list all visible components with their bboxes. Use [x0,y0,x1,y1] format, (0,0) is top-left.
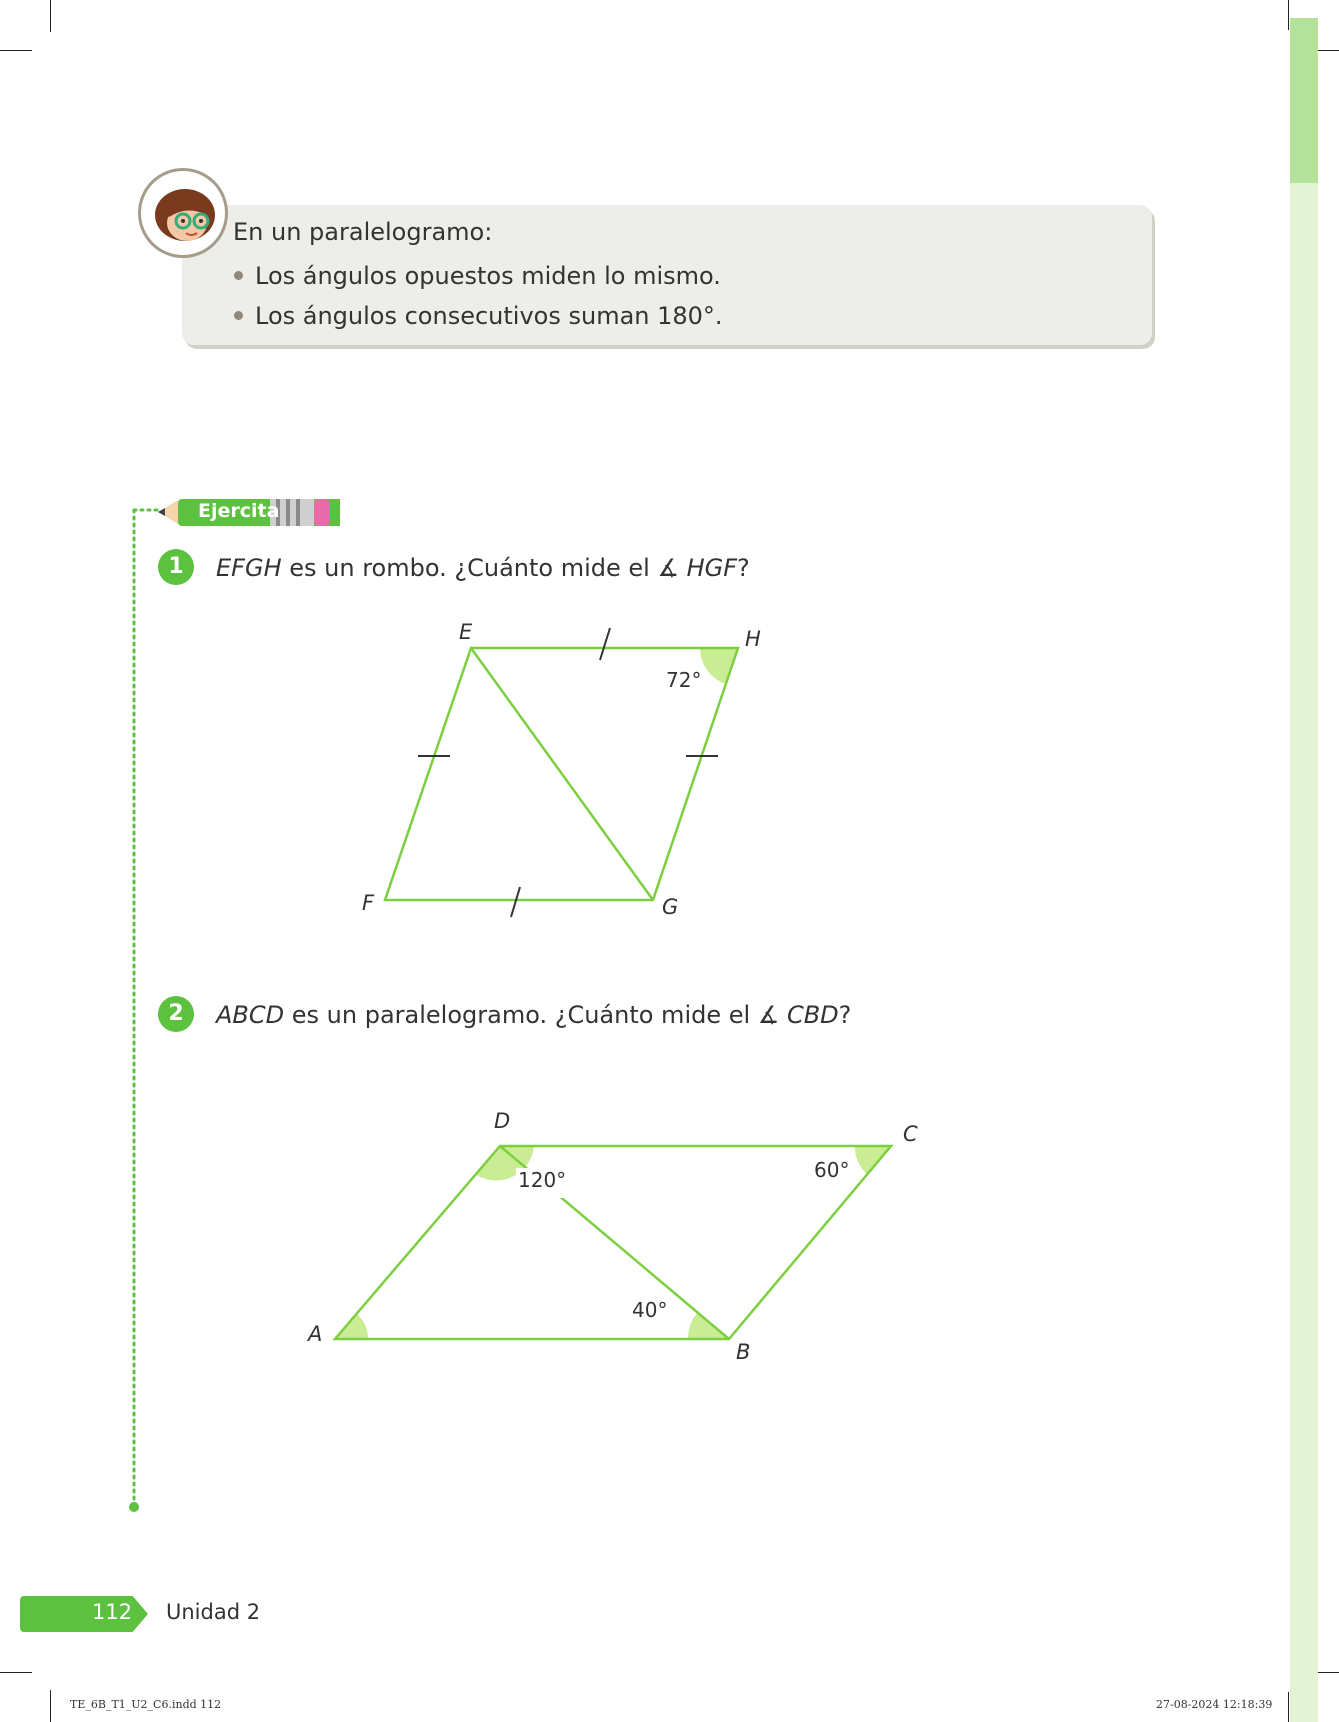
vertex-label: C [903,1122,918,1146]
vertex-label: H [745,627,761,651]
exercise-question: ABCD es un paralelogramo. ¿Cuánto mide el ∡ CBD? [216,1001,852,1029]
vertex-label: D [494,1109,511,1133]
angle-label: 120° [518,1168,567,1192]
angle-label: 60° [814,1158,850,1182]
unit-label: Unidad 2 [166,1600,261,1624]
tip-item: Los ángulos opuestos miden lo mismo. [234,262,721,290]
exercise-question: EFGH es un rombo. ¿Cuánto mide el ∡ HGF? [216,554,750,582]
page-number: 112 [92,1600,133,1624]
vertex-label: B [736,1340,751,1364]
angle-marker [335,1314,368,1339]
exercise-number-badge: 1 [158,549,194,585]
vertex-label: E [459,620,473,644]
exercise-number-badge: 2 [158,996,194,1032]
file-slug: TE_6B_T1_U2_C6.indd 112 [70,1698,222,1711]
angle-label: 72° [666,668,702,692]
timestamp: 27-08-2024 12:18:39 [1156,1698,1273,1711]
vertex-label: F [362,891,375,915]
tip-title: En un paralelogramo: [233,218,493,246]
section-label: Ejercita [198,500,280,522]
vertex-label: G [662,895,679,919]
vertex-label: A [308,1322,323,1346]
angle-marker [855,1146,891,1174]
angle-label: 40° [632,1298,668,1322]
tip-item: Los ángulos consecutivos suman 180°. [234,302,723,330]
